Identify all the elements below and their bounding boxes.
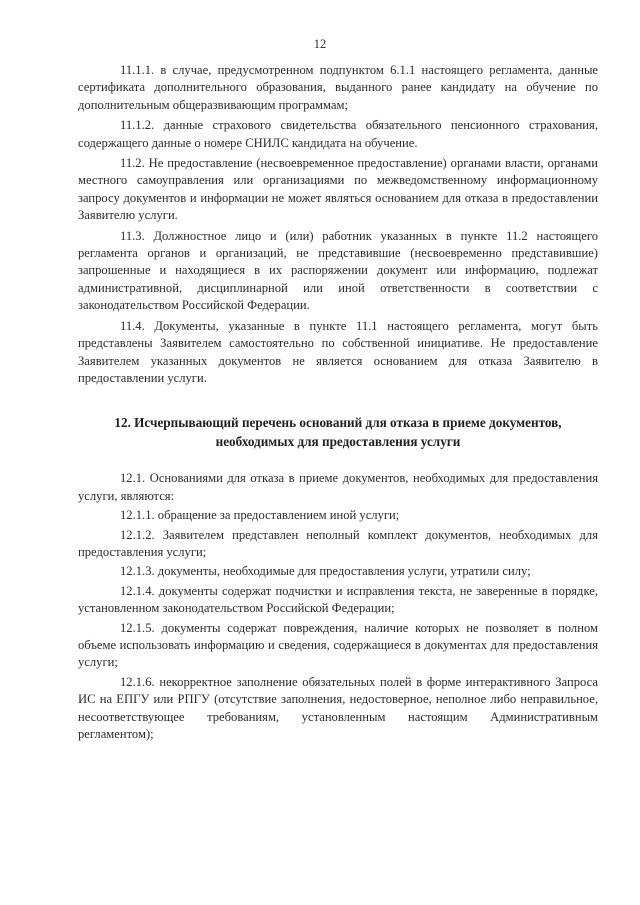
paragraph-11-3: 11.3. Должностное лицо и (или) работник указанных в пункте 11.2 настоящего регламента органов и организаций, не представившие (несвоевременно представившие) запрошенные и находящиеся в их распоряжении документ или информацию, подлежат административной, дисциплинарной или иной ответственности в соответствии с законодательством Российской Федерации. xyxy=(78,228,598,313)
paragraph-11-2: 11.2. Не предоставление (несвоевременное предоставление) органами власти, органами местного самоуправления или организациями по межведомственному информационному запросу документов и информации не может являться основанием для отказа в предоставлении Заявителю услуги. xyxy=(78,156,598,223)
paragraph-12-1: 12.1. Основаниями для отказа в приеме документов, необходимых для предоставления услуги, являются: xyxy=(78,471,598,503)
paragraph-11-1-1: 11.1.1. в случае, предусмотренном подпунктом 6.1.1 настоящего регламента, данные сертификата дополнительного образования, выданного ранее кандидату на обучение по дополнительным общеразвивающим программам; xyxy=(78,63,598,112)
paragraph-12-1-2: 12.1.2. Заявителем представлен неполный комплект документов, необходимых для предоставления услуги; xyxy=(78,527,598,559)
paragraph-12-1-4: 12.1.4. документы содержат подчистки и исправления текста, не заверенные в порядке, установленном законодательством Российской Федерации; xyxy=(78,583,598,616)
page-number: 12 xyxy=(313,37,327,51)
paragraph-11-1-2: 11.1.2. данные страхового свидетельства обязательного пенсионного страхования, содержащего данные о номере СНИЛС кандидата на обучение. xyxy=(78,118,598,150)
paragraph-12-1-1: 12.1.1. обращение за предоставлением иной услуги; xyxy=(120,508,400,523)
paragraph-12-1-6: 12.1.6. некорректное заполнение обязательных полей в форме интерактивного Запроса ИС на ЕПГУ или РПГУ (отсутствие заполнения, недостоверное, неполное либо неправильное, несоответствующее требованиям, установленным настоящим Административным регламентом); xyxy=(78,674,598,741)
page-content xyxy=(78,62,598,745)
paragraph-12-1-3: 12.1.3. документы, необходимые для предоставления услуги, утратили силу; xyxy=(120,564,531,579)
paragraph-11-4: 11.4. Документы, указанные в пункте 11.1 настоящего регламента, могут быть представлены Заявителем самостоятельно по собственной инициативе. Не предоставление Заявителем указанных документов не является основанием для отказа Заявителю в предоставлении услуги. xyxy=(78,318,598,385)
paragraph-12-1-5: 12.1.5. документы содержат повреждения, наличие которых не позволяет в полном объеме использовать информацию и сведения, содержащиеся в документах для предоставления услуги; xyxy=(78,620,598,670)
section-heading-12: 12. Исчерпывающий перечень оснований для отказа в приеме документов, необходимых для предоставления услуги xyxy=(114,415,562,449)
